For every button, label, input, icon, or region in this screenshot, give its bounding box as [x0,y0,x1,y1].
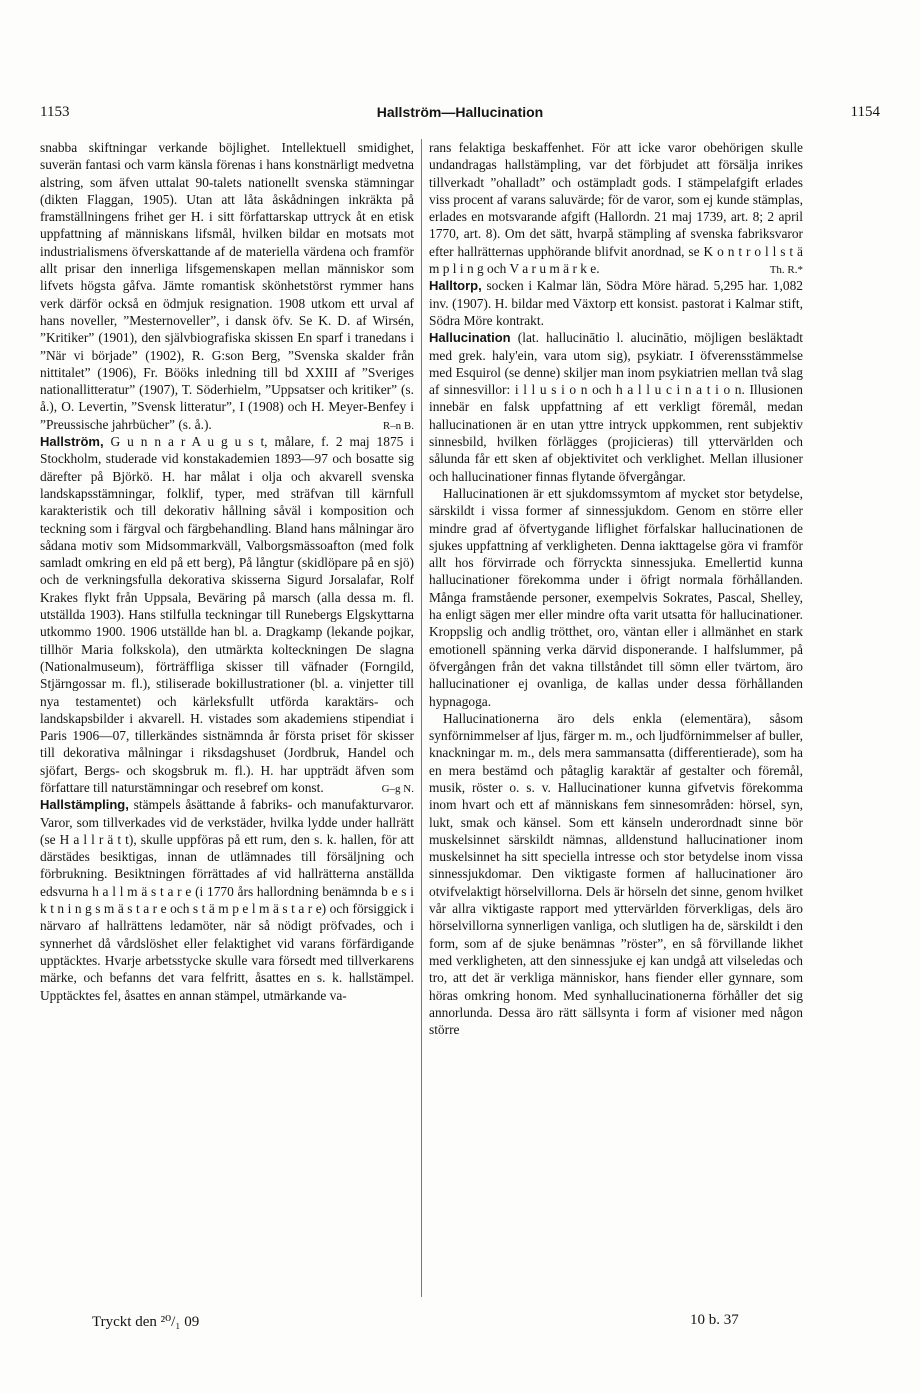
entry-text: snabba skiftningar verkande böjlighet. Intellektuell smidighet, suverän fantasi och varm känsla förenas i hans konstnärligt medvetna alstring, som äfven uttalat 90-talets nationellt svenska stämningar (dikten Flaggan, 1905). Utan att låta åskådningen inkräkta på framställningens frihet ger H. i sitt författarskap uttryck åt en etisk uppfattning af människans lifsmål, hvilken bildar en motsats mot industrialismens öfverskattande af de materiella värdena och framför allt prisar den innerliga lifsgemenskapen mellan människor som lifvets högsta gåfva. Jämte romantisk skönhetstörst rymmer hans verk därför också en ödmjuk resignation. 1908 utkom ett urval af hans noveller, ”Mesternoveller”, i dansk öfv. Se K. D. af Wirsén, ”Kritiker” (1901), den självbiografiska skissen En sparf i tranedans i ”När vi började” (1902), R. G:son Berg, ”Svenska skalder från nittitalet” (1906), Fr. Bööks inledning till bd XXIII af ”Sveriges nationallitteratur” (1907), T. Söderhielm, ”Uppsatser och kritiker” (s. å.), O. Levertin, ”Svensk litteratur”, I (1908) och H. Meyer-Benfey i ”Preussische jahrbücher” (s. å.). [40,140,414,432]
column-divider [421,139,422,1297]
entry-text: (lat. hallucinātio l. alucinātio, möjligen besläktadt med grek. haly'ein, vara utom sig), psykiatr. I öfverensstämmelse med Esquirol (se denne) skiljer man inom psykiatrien mellan två slag af sinnesvillor: i l l u s i o n och h a l l u c i n a t i o n. Illusionen innebär en falsk uppfattning af ett verkligt föremål, medan hallucinationen är en utan yttre intryck uppkommen, rent subjektiv sinnesbild, hvilken förlägges (projicieras) till yttervärlden och sålunda får ett sken af objektivitet och verklighet. Mellan illusioner och hallucinationer finnas flytande öfvergångar. [429,330,803,484]
entry-paragraph [429,329,803,485]
entry-paragraph: Hallucinationen är ett sjukdomssymtom af mycket stor betydelse, särskildt i vissa former af sinnessjukdom. Genom en större eller mindre grad af öfvertygande liflighet förfalskar hallucinationen de sjukes uppfattning af verkligheten. Denna iakttagelse göra vi framför allt hos förvirrade och förryckta sinnessjuka. Emellertid kunna hallucinationer förekomma under i öfrigt normala förhållanden. Många framstående personer, exempelvis Sokrates, Pascal, Shelley, ha enligt sägen mer eller mindre ofta varit utsatta för hallucinationer. Kroppslig och andlig trötthet, oro, väntan eller i allmänhet en stark emotionell spänning verka därvid disponerande. I halfslummer, på öfvergången från det vakna tillståndet till sömn eller tvärtom, äro hallucinationer ej ovanliga, de kallas under dessa förhållanden hypnagoga. [429,485,803,709]
entry-hallstampling [40,796,414,1004]
entry-continuation-right [429,139,803,277]
entry-lemma: Hallstämpling, [40,797,129,813]
entry-text: G u n n a r A u g u s t, målare, f. 2 maj 1875 i Stockholm, studerade vid konstakademien 1893—97 och bosatte sig därefter på Björkö. H. har målat i olja och akvarell svenska landskapsstämningar, folklif, typer, med sträfvan till kärnfull karakteristik och till dekorativ hållning såväl i komposition och teckning som i färgval och färgbehandling. Bland hans målningar äro sådana motiv som Midsommarkväll, Valborgsmässoafton (med folk samladt omkring en eld på ett berg), På långtur (skidlöpare på en sjö) och de verkningsfulla dekorativa skisserna Sigurd Jorsalafar, Rolf Krakes flykt från Uppsala, Beväring på marsch (alla dessa m. fl. utställda 1903). Hans stilfulla teckningar till Runebergs Elgskyttarna utkommo 1900. 1906 utställde han bl. a. Dragkamp (lekande pojkar, tillhör Maria folkskola), den utmärkta kolteckningen De slagna (Nationalmuseum), förträffliga skisser till väfnader (Forngild, Stjärngossar m. fl.), stiliserade bokillustrationer (bl. a. vinjetter till nya testamentet) och kärleksfullt utförda karaktärs- och landskapsbilder i akvarell. H. vistades som akademiens stipendiat i Paris 1906—07, tillerkändes sistnämnda år första priset för skisser till dekorativa målningar i riksdagshuset (Jordbruk, Handel och sjöfart, Bergs- och skogsbruk m. fl.). H. har uppträdt äfven som författare till naturstämningar och resebref om konst. [40,434,414,795]
entry-paragraph [40,433,414,796]
page-number-right: 1154 [850,104,880,120]
entry-lemma: Halltorp, [429,278,482,294]
entry-hallucination [429,329,803,1038]
running-title: Hallström—Hallucination [376,104,544,120]
page-header [40,104,880,124]
entry-paragraph [40,796,414,1004]
signature-mark: 10 b. 37 [690,1312,739,1328]
right-column [429,139,803,1299]
entry-lemma: Hallucination [429,330,511,346]
entry-continuation-left [40,139,414,433]
entry-paragraph [429,277,803,329]
entry-halltorp [429,277,803,329]
left-column [40,139,414,1299]
author-signature: R–n B. [382,420,414,433]
entry-lemma: Hallström, [40,434,104,450]
entry-text: socken i Kalmar län, Södra Möre härad. 5,295 har. 1,082 inv. (1907). H. bildar med Växtorp ett konsist. pastorat i Kalmar stift, Södra Möre kontrakt. [429,278,803,328]
print-date: Tryckt den ²⁰/₁ 09 [92,1314,200,1330]
entry-hallstrom [40,433,414,796]
page-number-left: 1153 [40,104,70,120]
entry-text: rans felaktiga beskaffenhet. För att icke varor obehörigen skulle undandragas hallstämpling, var det förbjudet att försälja inrikes tillverkadt ”ohalladt” och ostämpladt gods. I stämpelafgift erlades viss procent af varans saluvärde; för de varor, som ej kunde stämplas, erlades en motsvarande afgift (Hallordn. 21 maj 1739, art. 8; 2 april 1770, art. 8). Om det sätt, hvarpå stämpling af svenska fabriksvaror efter hallrätternas upphörande blifvit anordnad, se K o n t r o l l s t ä m p l i n g och V a r u m ä r k e. [429,140,803,277]
entry-paragraph: Hallucinationerna äro dels enkla (elementära), såsom synförnimmelser af ljus, färger m. m., och ljudförnimmelser af buller, knackningar m. m., dels mera sammansatta (differentierade), som ha en mera bestämd och påtaglig karaktär af gestalter och föremål, musik, röster o. s. v. Hallucinationer kunna gifvetvis förekomma inom hvart och ett af människans fem sinnesområden: hörsel, syn, lukt, smak och känsel. Som ett känseln underordnadt sinne bör muskelsinnet särskildt nämnas, alldenstund hallucinationer inom muskelsinnet ha sitt speciella intresse och stor betydelse inom vissa sinnessjukdomar. Den viktigaste formen af hallucinationer äro otvifvelaktigt hörselvillorna. Dels är hörseln det sinne, genom hvilket vår allra viktigaste rapport med yttervärlden förverkligas, dels äro hörselvillorna synnerligen vanliga, och slutligen ha de, särskildt i den form, som af de sjuke benämnas ”röster”, en så förvillande likhet med verkligheten, att den sinnessjuke ej kan undgå att vilseledas och tro, att det är verkliga människor, hans fiender eller gynnare, som höras omkring honom. Med synhallucinationerna förhåller det sig annorlunda. Dessa äro rätt sällsynta i form af visioner med någon större [429,710,803,1038]
entry-text: stämpels åsättande å fabriks- och manufakturvaror. Varor, som tillverkades vid de verkstäder, hvilka lydde under hallrätt (se H a l l r ä t t), skulle uppföras på ett rum, den s. k. hallen, för att därstädes besiktigas, innan de utlämnades till försäljning och förbrukning. Besiktningen förrättades af vid hallrätterna anställda edsvurna h a l l m ä s t a r e (i 1770 års hallordning benämnda b e s i k t n i n g s m ä s t a r e och s t ä m p e l m ä s t a r e) och försiggick i närvaro af hallrättens ledamöter, när så nödigt pröfvades, och i synnerhet då vårdslöshet eller felaktighet vid varans förfärdigande upptäcktes. Hvarje arbetsstycke skulle vara försedt med tillverkarens märke, och befanns det vara felfritt, åsattes en s. k. hallstämpel. Upptäcktes fel, åsattes en annan stämpel, utmärkande va- [40,797,414,1003]
author-signature: Th. R.* [769,264,803,277]
author-signature: G–g N. [381,783,414,796]
